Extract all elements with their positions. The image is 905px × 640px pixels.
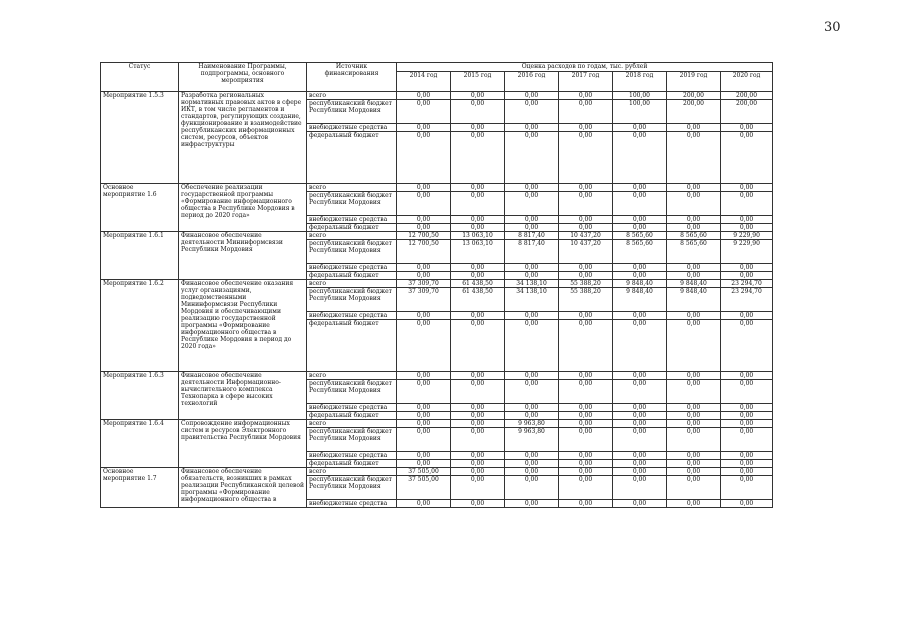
value-cell: 0,00 [667,428,721,452]
value-cell: 0,00 [505,476,559,500]
value-cell: 0,00 [613,192,667,216]
value-cell: 100,00 [613,92,667,100]
name-cell: Обеспечение реализации государственной программы «Формирование информационного общества в Республике Мордовия в период до 2020 года» [179,184,307,232]
value-cell: 0,00 [397,412,451,420]
header-year: 2019 год [667,72,721,92]
value-cell: 0,00 [397,380,451,404]
value-cell: 0,00 [721,124,773,132]
table-row [101,468,773,476]
value-cell: 200,00 [667,100,721,124]
source-cell: внебюджетные средства [307,264,397,272]
value-cell: 0,00 [451,312,505,320]
table-row [101,184,773,192]
source-cell: республиканский бюджет Республики Мордовия [307,428,397,452]
source-cell: республиканский бюджет Республики Мордовия [307,240,397,264]
value-cell: 0,00 [613,216,667,224]
value-cell: 0,00 [721,412,773,420]
source-cell: внебюджетные средства [307,404,397,412]
value-cell: 0,00 [397,500,451,508]
value-cell: 0,00 [667,500,721,508]
value-cell: 0,00 [667,476,721,500]
value-cell: 0,00 [397,272,451,280]
header-year: 2020 год [721,72,773,92]
value-cell: 0,00 [613,224,667,232]
value-cell: 0,00 [505,404,559,412]
value-cell: 0,00 [559,420,613,428]
value-cell: 0,00 [505,264,559,272]
value-cell: 0,00 [613,272,667,280]
value-cell: 9 848,40 [613,288,667,312]
value-cell: 0,00 [397,132,451,184]
table-row [101,92,773,100]
value-cell: 0,00 [505,124,559,132]
value-cell: 0,00 [505,92,559,100]
status-cell: Мероприятие 1.5.3 [101,92,179,184]
source-cell: всего [307,280,397,288]
value-cell: 0,00 [721,380,773,404]
value-cell: 0,00 [397,92,451,100]
source-cell: федеральный бюджет [307,460,397,468]
value-cell: 0,00 [721,372,773,380]
value-cell: 100,00 [613,100,667,124]
value-cell: 0,00 [613,420,667,428]
value-cell: 0,00 [505,192,559,216]
value-cell: 0,00 [397,312,451,320]
value-cell: 0,00 [397,372,451,380]
value-cell: 0,00 [451,192,505,216]
value-cell: 8 565,60 [613,232,667,240]
source-cell: всего [307,468,397,476]
value-cell: 0,00 [667,264,721,272]
name-cell: Финансовое обеспечение деятельности Информационно-вычислительного комплекса Технопарка в сфере высоких технологий [179,372,307,420]
value-cell: 9 229,90 [721,240,773,264]
value-cell: 9 848,40 [667,280,721,288]
value-cell: 0,00 [667,412,721,420]
value-cell: 0,00 [505,380,559,404]
value-cell: 12 700,50 [397,232,451,240]
value-cell: 0,00 [667,380,721,404]
value-cell: 13 063,10 [451,240,505,264]
value-cell: 0,00 [451,476,505,500]
value-cell: 0,00 [397,100,451,124]
header-year: 2016 год [505,72,559,92]
value-cell: 0,00 [559,380,613,404]
status-cell: Мероприятие 1.6.4 [101,420,179,468]
value-cell: 0,00 [667,272,721,280]
value-cell: 0,00 [505,132,559,184]
value-cell: 0,00 [667,320,721,372]
value-cell: 0,00 [505,372,559,380]
value-cell: 8 565,60 [613,240,667,264]
name-cell: Финансовое обеспечение обязательств, возникших в рамках реализации Республиканской целевой программы «Формирование информационного общества в [179,468,307,508]
value-cell: 0,00 [559,184,613,192]
value-cell: 55 388,20 [559,288,613,312]
value-cell: 0,00 [559,428,613,452]
header-status: Статус [101,63,179,92]
source-cell: федеральный бюджет [307,132,397,184]
value-cell: 0,00 [505,100,559,124]
value-cell: 200,00 [667,92,721,100]
value-cell: 0,00 [397,224,451,232]
value-cell: 0,00 [613,124,667,132]
source-cell: внебюджетные средства [307,500,397,508]
header-year: 2017 год [559,72,613,92]
value-cell: 0,00 [451,132,505,184]
value-cell: 0,00 [559,404,613,412]
value-cell: 0,00 [667,372,721,380]
value-cell: 0,00 [667,216,721,224]
value-cell: 0,00 [505,216,559,224]
value-cell: 0,00 [559,264,613,272]
value-cell: 0,00 [667,312,721,320]
value-cell: 0,00 [397,192,451,216]
value-cell: 9 963,80 [505,420,559,428]
value-cell: 0,00 [559,272,613,280]
source-cell: федеральный бюджет [307,272,397,280]
value-cell: 0,00 [451,412,505,420]
value-cell: 0,00 [505,224,559,232]
budget-table [100,62,773,508]
value-cell: 8 817,40 [505,240,559,264]
value-cell: 0,00 [451,428,505,452]
value-cell: 0,00 [397,420,451,428]
value-cell: 0,00 [721,192,773,216]
value-cell: 0,00 [613,412,667,420]
value-cell: 0,00 [451,420,505,428]
value-cell: 0,00 [451,184,505,192]
value-cell: 0,00 [451,500,505,508]
value-cell: 0,00 [505,500,559,508]
value-cell: 0,00 [613,404,667,412]
value-cell: 0,00 [667,420,721,428]
value-cell: 0,00 [451,124,505,132]
value-cell: 0,00 [559,192,613,216]
value-cell: 0,00 [559,224,613,232]
value-cell: 0,00 [397,404,451,412]
value-cell: 0,00 [559,452,613,460]
status-cell: Мероприятие 1.6.2 [101,280,179,372]
value-cell: 0,00 [721,420,773,428]
name-cell: Сопровождение информационных систем и ресурсов Электронного правительства Республики Мордовия [179,420,307,468]
value-cell: 0,00 [721,468,773,476]
value-cell: 0,00 [721,476,773,500]
value-cell: 10 437,20 [559,240,613,264]
value-cell: 0,00 [721,404,773,412]
value-cell: 0,00 [397,264,451,272]
value-cell: 0,00 [559,100,613,124]
value-cell: 0,00 [613,460,667,468]
status-cell: Основное мероприятие 1.7 [101,468,179,508]
value-cell: 0,00 [559,132,613,184]
value-cell: 200,00 [721,100,773,124]
value-cell: 37 505,00 [397,468,451,476]
value-cell: 0,00 [559,216,613,224]
value-cell: 0,00 [451,320,505,372]
value-cell: 0,00 [613,476,667,500]
value-cell: 0,00 [559,412,613,420]
value-cell: 0,00 [721,428,773,452]
value-cell: 0,00 [451,224,505,232]
value-cell: 9 848,40 [667,288,721,312]
value-cell: 0,00 [721,460,773,468]
source-cell: всего [307,372,397,380]
source-cell: всего [307,420,397,428]
value-cell: 34 138,10 [505,280,559,288]
value-cell: 0,00 [397,124,451,132]
value-cell: 0,00 [613,452,667,460]
value-cell: 9 229,90 [721,232,773,240]
value-cell: 0,00 [559,124,613,132]
source-cell: всего [307,92,397,100]
value-cell: 0,00 [505,412,559,420]
value-cell: 200,00 [721,92,773,100]
value-cell: 0,00 [667,460,721,468]
value-cell: 0,00 [559,460,613,468]
value-cell: 0,00 [559,320,613,372]
source-cell: внебюджетные средства [307,124,397,132]
value-cell: 0,00 [397,428,451,452]
table-row [101,372,773,380]
value-cell: 0,00 [559,312,613,320]
value-cell: 0,00 [667,132,721,184]
value-cell: 0,00 [451,272,505,280]
value-cell: 0,00 [721,312,773,320]
value-cell: 0,00 [721,452,773,460]
value-cell: 9 848,40 [613,280,667,288]
value-cell: 0,00 [667,192,721,216]
header-year: 2018 год [613,72,667,92]
header-source: Источник финансирования [307,63,397,92]
value-cell: 0,00 [721,184,773,192]
value-cell: 0,00 [613,428,667,452]
source-cell: республиканский бюджет Республики Мордовия [307,192,397,216]
table-header [101,63,773,92]
name-cell: Финансовое обеспечение деятельности Мининформсвязи Республики Мордовия [179,232,307,280]
status-cell: Мероприятие 1.6.1 [101,232,179,280]
value-cell: 13 063,10 [451,232,505,240]
value-cell: 0,00 [451,468,505,476]
value-cell: 0,00 [397,460,451,468]
name-cell: Финансовое обеспечение оказания услуг организациями, подведомственными Мининформсвязи Республики Мордовия и обеспечивающими реализацию государственной программы «Формирование информационного общества в Республике Мордовия в период до 2020 года» [179,280,307,372]
value-cell: 61 438,50 [451,288,505,312]
value-cell: 0,00 [451,452,505,460]
value-cell: 0,00 [613,380,667,404]
value-cell: 0,00 [721,272,773,280]
value-cell: 0,00 [451,92,505,100]
source-cell: всего [307,184,397,192]
value-cell: 23 294,70 [721,280,773,288]
value-cell: 0,00 [397,216,451,224]
value-cell: 34 138,10 [505,288,559,312]
table-body [101,92,773,508]
value-cell: 0,00 [505,460,559,468]
value-cell: 0,00 [397,184,451,192]
value-cell: 0,00 [667,224,721,232]
source-cell: республиканский бюджет Республики Мордовия [307,100,397,124]
value-cell: 55 388,20 [559,280,613,288]
value-cell: 0,00 [559,500,613,508]
source-cell: внебюджетные средства [307,312,397,320]
value-cell: 0,00 [559,372,613,380]
source-cell: внебюджетные средства [307,452,397,460]
value-cell: 0,00 [721,132,773,184]
source-cell: республиканский бюджет Республики Мордовия [307,476,397,500]
value-cell: 23 294,70 [721,288,773,312]
source-cell: республиканский бюджет Республики Мордовия [307,380,397,404]
value-cell: 0,00 [613,468,667,476]
value-cell: 37 309,70 [397,280,451,288]
value-cell: 0,00 [721,264,773,272]
value-cell: 0,00 [505,312,559,320]
value-cell: 0,00 [667,184,721,192]
source-cell: всего [307,232,397,240]
value-cell: 0,00 [613,132,667,184]
status-cell: Мероприятие 1.6.3 [101,372,179,420]
page-number: 30 [824,20,841,35]
value-cell: 0,00 [505,452,559,460]
value-cell: 0,00 [667,452,721,460]
status-cell: Основное мероприятие 1.6 [101,184,179,232]
value-cell: 0,00 [667,468,721,476]
source-cell: внебюджетные средства [307,216,397,224]
source-cell: республиканский бюджет Республики Мордовия [307,288,397,312]
value-cell: 12 700,50 [397,240,451,264]
value-cell: 0,00 [559,92,613,100]
value-cell: 8 817,40 [505,232,559,240]
value-cell: 0,00 [721,500,773,508]
value-cell: 37 309,70 [397,288,451,312]
value-cell: 0,00 [667,124,721,132]
source-cell: федеральный бюджет [307,412,397,420]
value-cell: 0,00 [451,404,505,412]
name-cell: Разработка региональных нормативных правовых актов в сфере ИКТ, в том числе регламентов и стандартов, регулирующих создание, функционирование и взаимодействие республиканских информационных систем, ресурсов, объектов инфраструктуры [179,92,307,184]
value-cell: 9 963,80 [505,428,559,452]
header-estimate: Оценка расходов по годам, тыс. рублей [397,63,773,72]
value-cell: 0,00 [559,468,613,476]
value-cell: 0,00 [505,320,559,372]
value-cell: 0,00 [721,216,773,224]
value-cell: 0,00 [613,500,667,508]
header-name: Наименование Программы, подпрограммы, основного мероприятия [179,63,307,92]
value-cell: 0,00 [451,372,505,380]
value-cell: 0,00 [505,272,559,280]
value-cell: 0,00 [451,460,505,468]
value-cell: 8 565,60 [667,232,721,240]
value-cell: 0,00 [721,224,773,232]
value-cell: 0,00 [451,380,505,404]
table-row [101,232,773,240]
source-cell: федеральный бюджет [307,224,397,232]
value-cell: 0,00 [451,100,505,124]
value-cell: 0,00 [613,372,667,380]
value-cell: 8 565,60 [667,240,721,264]
value-cell: 0,00 [613,184,667,192]
value-cell: 0,00 [613,320,667,372]
header-year: 2014 год [397,72,451,92]
header-year: 2015 год [451,72,505,92]
table-row [101,420,773,428]
value-cell: 61 438,50 [451,280,505,288]
source-cell: федеральный бюджет [307,320,397,372]
value-cell: 37 505,00 [397,476,451,500]
value-cell: 0,00 [397,452,451,460]
value-cell: 0,00 [505,468,559,476]
value-cell: 0,00 [451,264,505,272]
table-row [101,280,773,288]
value-cell: 0,00 [613,312,667,320]
value-cell: 0,00 [451,216,505,224]
value-cell: 0,00 [721,320,773,372]
value-cell: 0,00 [559,476,613,500]
value-cell: 0,00 [667,404,721,412]
value-cell: 0,00 [397,320,451,372]
value-cell: 0,00 [613,264,667,272]
value-cell: 10 437,20 [559,232,613,240]
value-cell: 0,00 [505,184,559,192]
